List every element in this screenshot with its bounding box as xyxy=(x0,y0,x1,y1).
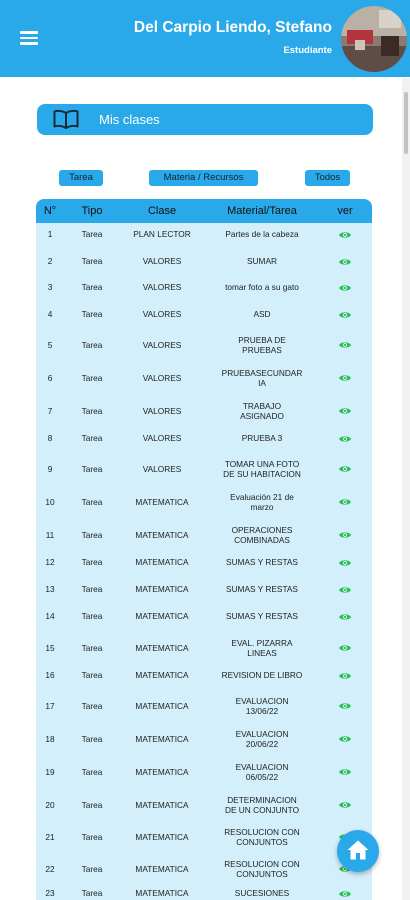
row-tipo: Tarea xyxy=(81,464,103,474)
row-number: 14 xyxy=(45,611,55,621)
row-material: EVALUACION 13/06/22 xyxy=(235,696,289,716)
eye-icon[interactable] xyxy=(338,530,352,540)
row-tipo: Tarea xyxy=(81,584,103,594)
row-material: PRUEBA DE PRUEBAS xyxy=(238,335,286,355)
scrollbar-thumb[interactable] xyxy=(404,92,408,154)
eye-icon[interactable] xyxy=(338,497,352,507)
user-name: Del Carpio Liendo, Stefano xyxy=(133,19,332,36)
home-button[interactable] xyxy=(337,830,379,872)
row-number: 16 xyxy=(45,670,55,680)
row-tipo: Tarea xyxy=(81,373,103,383)
eye-icon[interactable] xyxy=(338,406,352,416)
eye-icon[interactable] xyxy=(338,434,352,444)
eye-icon[interactable] xyxy=(338,671,352,681)
row-number: 18 xyxy=(45,734,55,744)
row-number: 11 xyxy=(45,530,55,540)
row-material: RESOLUCION CON CONJUNTOS xyxy=(224,859,300,879)
row-number: 2 xyxy=(47,256,53,266)
row-clase: VALORES xyxy=(142,256,182,266)
filter-tarea-button[interactable]: Tarea xyxy=(59,170,103,186)
row-tipo: Tarea xyxy=(81,670,103,680)
row-tipo: Tarea xyxy=(81,734,103,744)
eye-icon[interactable] xyxy=(338,230,352,240)
row-tipo: Tarea xyxy=(81,864,103,874)
row-tipo: Tarea xyxy=(81,557,103,567)
user-role: Estudiante xyxy=(283,45,332,56)
row-number: 9 xyxy=(47,464,53,474)
row-material: PRUEBASECUNDAR IA xyxy=(221,368,303,388)
eye-icon[interactable] xyxy=(338,257,352,267)
row-clase: VALORES xyxy=(142,464,182,474)
eye-icon[interactable] xyxy=(338,734,352,744)
row-clase: MATEMATICA xyxy=(135,888,189,898)
row-number: 10 xyxy=(45,497,55,507)
row-clase: MATEMATICA xyxy=(135,864,189,874)
row-clase: PLAN LECTOR xyxy=(133,229,191,239)
row-tipo: Tarea xyxy=(81,767,103,777)
scrollbar-track[interactable] xyxy=(402,78,410,900)
row-material: SUCESIONES xyxy=(234,888,290,898)
row-material: SUMAS Y RESTAS xyxy=(226,557,298,567)
row-material: EVAL. PIZARRA LINEAS xyxy=(231,638,293,658)
row-material: SUMAR xyxy=(247,256,277,266)
row-tipo: Tarea xyxy=(81,611,103,621)
avatar[interactable] xyxy=(341,6,407,72)
row-tipo: Tarea xyxy=(81,643,103,653)
row-material: SUMAS Y RESTAS xyxy=(226,584,298,594)
row-material: RESOLUCION CON CONJUNTOS xyxy=(224,827,300,847)
row-clase: MATEMATICA xyxy=(135,734,189,744)
row-clase: MATEMATICA xyxy=(135,557,189,567)
row-clase: MATEMATICA xyxy=(135,832,189,842)
row-tipo: Tarea xyxy=(81,340,103,350)
row-clase: MATEMATICA xyxy=(135,670,189,680)
eye-icon[interactable] xyxy=(338,701,352,711)
eye-icon[interactable] xyxy=(338,558,352,568)
row-number: 13 xyxy=(45,584,55,594)
row-material: ASD xyxy=(253,309,271,319)
row-number: 23 xyxy=(45,888,55,898)
header-material: Material/Tarea xyxy=(227,205,297,217)
eye-icon[interactable] xyxy=(338,340,352,350)
eye-icon[interactable] xyxy=(338,464,352,474)
row-clase: MATEMATICA xyxy=(135,643,189,653)
eye-icon[interactable] xyxy=(338,767,352,777)
row-clase: VALORES xyxy=(142,433,182,443)
row-clase: MATEMATICA xyxy=(135,530,189,540)
row-tipo: Tarea xyxy=(81,282,103,292)
row-material: REVISION DE LIBRO xyxy=(221,670,303,680)
row-material: TOMAR UNA FOTO DE SU HABITACION xyxy=(223,459,301,479)
my-classes-label: Mis clases xyxy=(99,112,160,127)
row-number: 21 xyxy=(45,832,55,842)
app-header xyxy=(0,0,410,77)
row-number: 20 xyxy=(45,800,55,810)
header-ver: ver xyxy=(337,205,353,217)
row-tipo: Tarea xyxy=(81,888,103,898)
eye-icon[interactable] xyxy=(338,373,352,383)
filter-materia-button[interactable]: Materia / Recursos xyxy=(149,170,258,186)
hamburger-menu-icon[interactable] xyxy=(20,31,38,45)
row-tipo: Tarea xyxy=(81,832,103,842)
row-material: EVALUACION 20/06/22 xyxy=(235,729,289,749)
row-material: SUMAS Y RESTAS xyxy=(226,611,298,621)
row-clase: VALORES xyxy=(142,340,182,350)
row-material: EVALUACION 06/05/22 xyxy=(235,762,289,782)
row-clase: MATEMATICA xyxy=(135,701,189,711)
eye-icon[interactable] xyxy=(338,643,352,653)
row-tipo: Tarea xyxy=(81,256,103,266)
eye-icon[interactable] xyxy=(338,612,352,622)
row-clase: VALORES xyxy=(142,309,182,319)
row-number: 15 xyxy=(45,643,55,653)
header-number: N° xyxy=(43,205,57,217)
row-material: Partes de la cabeza xyxy=(225,229,299,239)
row-number: 1 xyxy=(47,229,53,239)
eye-icon[interactable] xyxy=(338,800,352,810)
row-number: 19 xyxy=(45,767,55,777)
row-clase: VALORES xyxy=(142,282,182,292)
row-clase: MATEMATICA xyxy=(135,767,189,777)
row-clase: VALORES xyxy=(142,406,182,416)
row-number: 8 xyxy=(47,433,53,443)
row-material: tomar foto a su gato xyxy=(225,282,299,292)
row-tipo: Tarea xyxy=(81,406,103,416)
row-tipo: Tarea xyxy=(81,309,103,319)
row-material: DETERMINACION DE UN CONJUNTO xyxy=(224,795,300,815)
row-tipo: Tarea xyxy=(81,701,103,711)
row-number: 7 xyxy=(47,406,53,416)
row-number: 3 xyxy=(47,282,53,292)
row-tipo: Tarea xyxy=(81,433,103,443)
header-tipo: Tipo xyxy=(81,205,103,217)
row-material: Evaluación 21 de marzo xyxy=(230,492,294,512)
row-number: 17 xyxy=(45,701,55,711)
row-clase: MATEMATICA xyxy=(135,497,189,507)
eye-icon[interactable] xyxy=(338,283,352,293)
eye-icon[interactable] xyxy=(338,585,352,595)
home-icon xyxy=(346,838,370,862)
classes-table xyxy=(36,199,372,900)
row-tipo: Tarea xyxy=(81,800,103,810)
row-clase: MATEMATICA xyxy=(135,611,189,621)
eye-icon[interactable] xyxy=(338,889,352,899)
row-tipo: Tarea xyxy=(81,497,103,507)
table-header xyxy=(36,199,372,223)
row-material: TRABAJO ASIGNADO xyxy=(240,401,284,421)
row-clase: MATEMATICA xyxy=(135,800,189,810)
row-number: 4 xyxy=(47,309,53,319)
eye-icon[interactable] xyxy=(338,310,352,320)
row-material: PRUEBA 3 xyxy=(241,433,283,443)
row-tipo: Tarea xyxy=(81,229,103,239)
my-classes-bar[interactable] xyxy=(37,104,373,135)
row-clase: VALORES xyxy=(142,373,182,383)
row-number: 5 xyxy=(47,340,53,350)
row-number: 6 xyxy=(47,373,53,383)
row-number: 22 xyxy=(45,864,55,874)
row-number: 12 xyxy=(45,557,55,567)
row-material: OPERACIONES COMBINADAS xyxy=(231,525,293,545)
row-tipo: Tarea xyxy=(81,530,103,540)
header-clase: Clase xyxy=(147,205,177,217)
filter-todos-button[interactable]: Todos xyxy=(305,170,350,186)
book-open-icon xyxy=(53,109,79,129)
row-clase: MATEMATICA xyxy=(135,584,189,594)
